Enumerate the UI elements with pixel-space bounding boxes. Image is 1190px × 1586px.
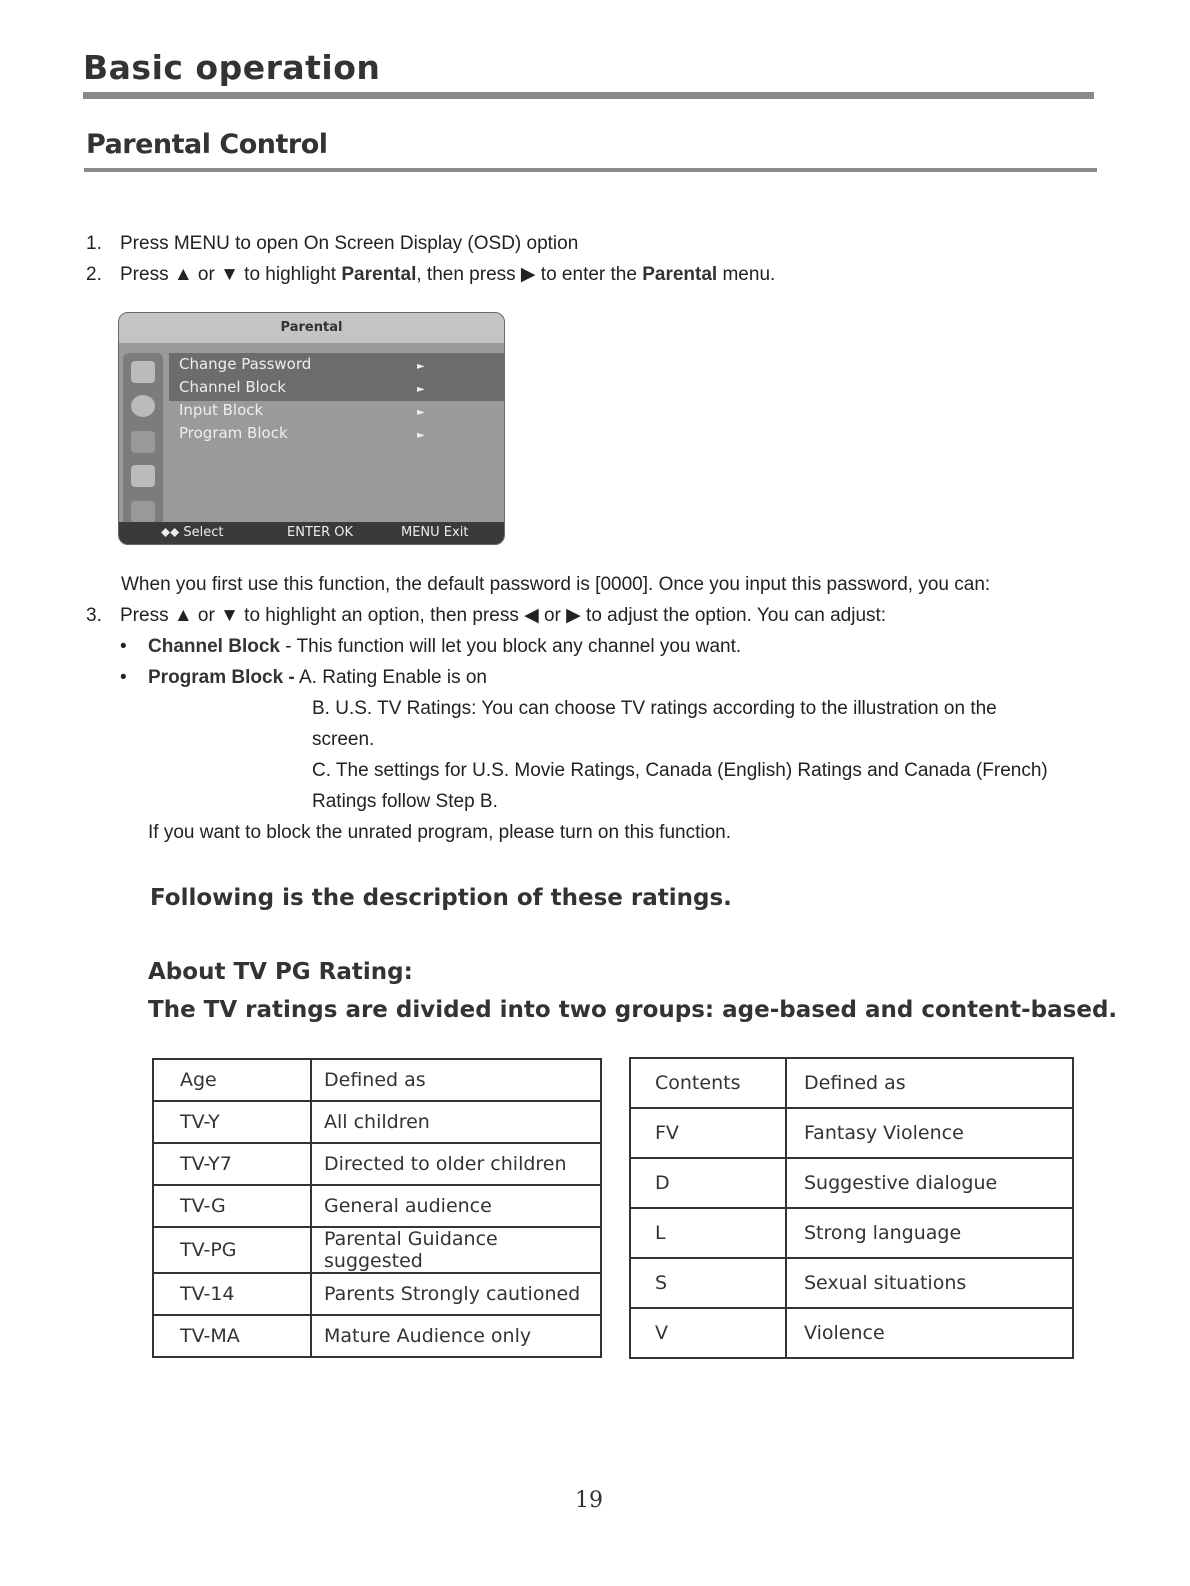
osd-item-change-password: Change Password: [179, 355, 312, 373]
osd-title: Parental: [119, 313, 504, 343]
osd-sidebar: [123, 353, 163, 531]
sound-icon: [131, 395, 155, 417]
arrow-right-icon: ►: [417, 384, 425, 395]
table-row: [630, 1308, 1073, 1358]
definition-cell: Suggestive dialogue: [786, 1158, 1073, 1208]
program-block-sub: Ratings follow Step B.: [312, 791, 498, 812]
password-note: When you first use this function, the default password is [0000]. Once you input this password, you can:: [121, 574, 991, 595]
program-block-sub: B. U.S. TV Ratings: You can choose TV ratings according to the illustration on the: [312, 698, 997, 719]
table-row: [630, 1208, 1073, 1258]
table-header-row: [630, 1058, 1073, 1108]
step-text: Press MENU to open On Screen Display (OSD) option: [120, 233, 579, 254]
program-block-sub: C. The settings for U.S. Movie Ratings, Canada (English) Ratings and Canada (French): [312, 760, 1048, 781]
osd-footer: [119, 522, 504, 544]
content-cell: S: [630, 1258, 786, 1308]
osd-exit-hint: MENU Exit: [401, 525, 469, 540]
heading-following: Following is the description of these ratings.: [150, 885, 732, 911]
definition-cell: Directed to older children: [311, 1143, 601, 1185]
rating-cell: TV-Y: [153, 1101, 311, 1143]
content-rating-table: [629, 1057, 1074, 1359]
definition-cell: General audience: [311, 1185, 601, 1227]
age-rating-table: [152, 1058, 602, 1358]
bullet-program-block: [120, 667, 487, 689]
arrow-right-icon: ►: [417, 407, 425, 418]
content-cell: D: [630, 1158, 786, 1208]
bold-term: Channel Block: [148, 636, 280, 657]
table-row: [630, 1258, 1073, 1308]
header-cell: Contents: [630, 1058, 786, 1108]
bullet-channel-block: [120, 636, 741, 658]
osd-item-channel-block: Channel Block: [179, 378, 286, 396]
rating-cell: TV-MA: [153, 1315, 311, 1357]
osd-select-hint: ⬥⬥ Select: [161, 525, 224, 540]
definition-cell: Violence: [786, 1308, 1073, 1358]
table-row: [153, 1143, 601, 1185]
picture-icon: [131, 361, 155, 383]
bold-term: Parental: [341, 264, 417, 285]
title-rule: [84, 168, 1097, 172]
step-3: [86, 605, 886, 627]
osd-enter-hint: ENTER OK: [287, 525, 354, 540]
table-row: [630, 1108, 1073, 1158]
step-number: 3.: [86, 605, 102, 626]
definition-cell: Sexual situations: [786, 1258, 1073, 1308]
step-text: Press ▲ or ▼ to highlight an option, then press ◀ or ▶ to adjust the option. You can adjust:: [120, 605, 887, 626]
page-title: Parental Control: [86, 129, 328, 160]
definition-cell: Parental Guidance suggested: [311, 1227, 601, 1273]
section-title: Basic operation: [83, 48, 381, 87]
unrated-note: If you want to block the unrated program, please turn on this function.: [148, 822, 732, 843]
lock-icon: [131, 465, 155, 487]
setup-icon: [131, 431, 155, 453]
content-cell: L: [630, 1208, 786, 1258]
section-rule: [83, 92, 1094, 99]
header-cell: Defined as: [786, 1058, 1073, 1108]
channel-icon: [131, 501, 155, 523]
content-cell: V: [630, 1308, 786, 1358]
rating-cell: TV-14: [153, 1273, 311, 1315]
program-block-sub: screen.: [312, 729, 375, 750]
osd-parental-menu-screenshot: [118, 312, 505, 545]
bold-term: Parental: [642, 264, 718, 285]
header-cell: Age: [153, 1059, 311, 1101]
arrow-right-icon: ►: [417, 361, 425, 372]
heading-about: About TV PG Rating:: [148, 959, 413, 985]
content-cell: FV: [630, 1108, 786, 1158]
header-cell: Defined as: [311, 1059, 601, 1101]
bullet: •: [120, 667, 127, 688]
heading-groups: The TV ratings are divided into two groups: age-based and content-based.: [148, 997, 1118, 1023]
bullet-text: - This function will let you block any channel you want.: [279, 636, 742, 657]
definition-cell: All children: [311, 1101, 601, 1143]
bold-term: Program Block -: [148, 667, 295, 688]
table-header-row: [153, 1059, 601, 1101]
bullet: •: [120, 636, 127, 657]
table-row: [153, 1273, 601, 1315]
rating-cell: TV-G: [153, 1185, 311, 1227]
step-text: Press ▲ or ▼ to highlight: [120, 264, 342, 285]
osd-item-input-block: Input Block: [179, 401, 264, 419]
step-number: 1.: [86, 233, 102, 254]
step-text: menu.: [717, 264, 776, 285]
step-number: 2.: [86, 264, 102, 285]
definition-cell: Mature Audience only: [311, 1315, 601, 1357]
step-2: [86, 264, 775, 286]
arrow-right-icon: ►: [417, 430, 425, 441]
table-row: [630, 1158, 1073, 1208]
page-number: 19: [575, 1488, 603, 1513]
step-1: [86, 233, 578, 255]
table-row: [153, 1101, 601, 1143]
definition-cell: Parents Strongly cautioned: [311, 1273, 601, 1315]
step-text: , then press ▶ to enter the: [416, 264, 643, 285]
osd-item-program-block: Program Block: [179, 424, 288, 442]
rating-cell: TV-PG: [153, 1227, 311, 1273]
definition-cell: Strong language: [786, 1208, 1073, 1258]
bullet-text: A. Rating Enable is on: [294, 667, 488, 688]
rating-cell: TV-Y7: [153, 1143, 311, 1185]
table-row: [153, 1315, 601, 1357]
table-row: [153, 1185, 601, 1227]
table-row: [153, 1227, 601, 1273]
definition-cell: Fantasy Violence: [786, 1108, 1073, 1158]
